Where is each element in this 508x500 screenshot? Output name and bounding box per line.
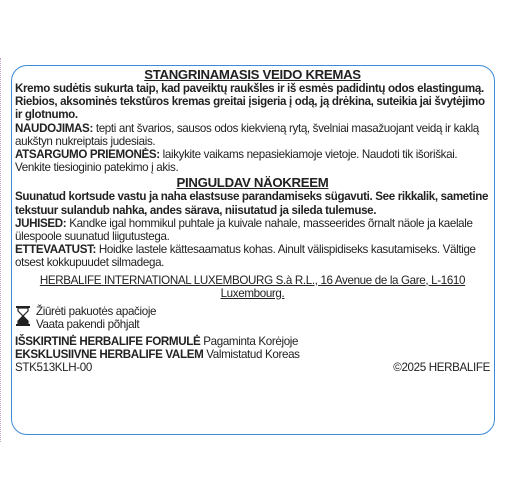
hourglass-icon [15, 305, 31, 327]
formula-et-label: EKSKLUSIIVNE HERBALIFE VALEM [15, 347, 204, 361]
label-content [15, 68, 490, 374]
product-code: STK513KLH-00 [15, 361, 93, 375]
lt-usage [15, 122, 490, 148]
lt-warning-text: laikykite vaikams nepasiekiamoje vietoje. Naudoti tik išoriškai. Venkite tiesioginio patekimo į akis. [15, 148, 458, 175]
et-warning-label: ETTEVAATUST: [15, 243, 97, 257]
lt-warning [15, 148, 490, 174]
pao-block [15, 305, 490, 331]
lt-warning-label: ATSARGUMO PRIEMONĖS: [15, 148, 160, 162]
et-intro: Suunatud kortsude vastu ja naha elastsuse parandamiseks sügavuti. See rikkalik, sametine tekstuur sulandub nahka, andes särava, niisutatud ja sileda tulemuse. [15, 190, 489, 217]
et-warning [15, 243, 490, 269]
label-footer [15, 361, 490, 374]
pao-et: Vaata pakendi põhjalt [36, 317, 140, 331]
company-address: HERBALIFE INTERNATIONAL LUXEMBOURG S.à R.L., 16 Avenue de la Gare, L-1610 Luxembourg. [39, 273, 466, 300]
formula-et [15, 348, 490, 361]
formula-lt-label: IŠSKIRTINĖ HERBALIFE FORMULĖ [15, 334, 201, 348]
et-usage [15, 217, 490, 243]
lt-usage-text: tepti ant švarios, sausos odos kiekvieną rytą, švelniai masažuojant veidą ir kaklą aukštyn nukreiptais judesiais. [15, 121, 479, 148]
product-label [11, 65, 495, 435]
pao-lt: Žiūrėti pakuotės apačioje [36, 304, 157, 318]
formula-lt-text: Pagaminta Korėjoje [200, 334, 299, 348]
lt-title: STANGRINAMASIS VEIDO KREMAS [144, 67, 361, 82]
et-title: PINGULDAV NÄOKREEM [176, 175, 329, 191]
copyright: ©2025 HERBALIFE [393, 361, 490, 375]
et-usage-text: Kandke igal hommikul puhtale ja kuivale nahale, masseerides õrnalt näole ja kaelale ülespoole suunatud liigutustega. [15, 216, 473, 244]
formula-et-text: Valmistatud Koreas [203, 347, 300, 361]
lt-intro: Kremo sudėtis sukurta taip, kad paveiktų raukšles ir iš esmės padidintų odos elastingumą. Riebios, aksominės tekstūros kremas greitai įsigeria į odą, ją drėkina, suteikia jai švytėjimo ir glotnumo. [15, 82, 485, 122]
et-warning-text: Hoidke lastele kättesaamatus kohas. Ainult välispidiseks kasutamiseks. Vältige otsest kokkupuudet silmadega. [15, 243, 476, 270]
crop-mark [0, 58, 3, 442]
et-usage-label: JUHISED: [15, 216, 67, 230]
pao-text [36, 305, 156, 331]
lt-usage-label: NAUDOJIMAS: [15, 121, 93, 135]
formula-lt [15, 335, 490, 348]
